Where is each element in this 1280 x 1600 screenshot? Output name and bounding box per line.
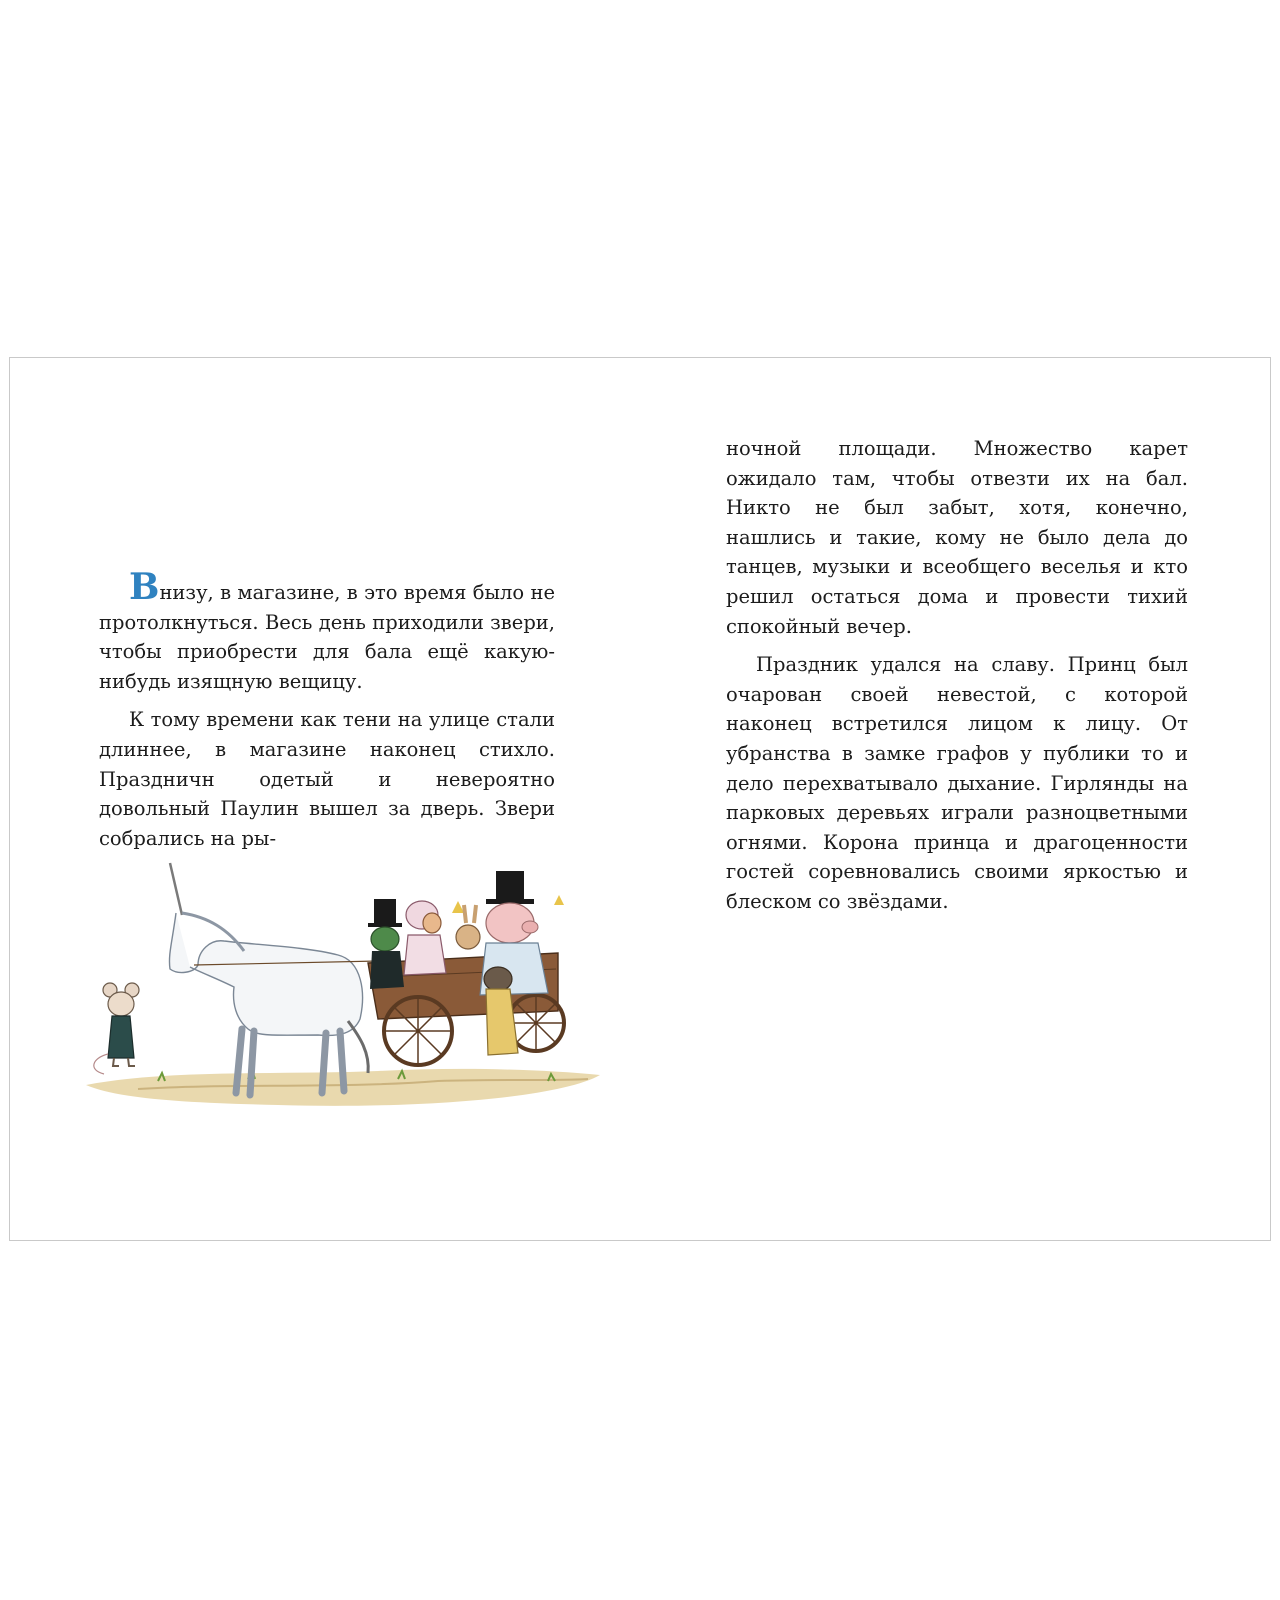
drop-cap: В xyxy=(129,566,160,608)
mouse xyxy=(94,983,139,1074)
unicorn-carriage-illustration xyxy=(78,843,608,1118)
rabbit-with-crown xyxy=(452,901,480,949)
paragraph-2: К тому времени как тени на улице стали длиннее, в магазине наконец стихло. Праздничн одетый и невероятно довольный Паулин вышел за дверь. Звери собрались на ры- xyxy=(99,708,555,850)
book-spread xyxy=(9,357,1271,1241)
left-page-text xyxy=(99,566,555,853)
dog-in-bonnet xyxy=(404,901,446,975)
paragraph-3: ночной площади. Множество карет ожидало там, чтобы отвезти их на бал. Никто не был забыт, хотя, конечно, нашлись и такие, кому не было дела до танцев, музыки и всеобщего веселья и кто решил остаться дома и провести тихий спокойный вечер. xyxy=(726,437,1188,638)
frog-with-top-hat xyxy=(368,899,404,989)
unicorn xyxy=(169,863,378,1095)
paragraph-4: Праздник удался на славу. Принц был очарован своей невестой, с которой наконец встретился лицом к лицу. От убранства в замке графов у публики то и дело перехватывало дыхание. Гирлянды на парковых деревьях играли разноцветными огнями. Корона принца и драгоценности гостей соревновались своими яркостью и блеском со звёздами. xyxy=(726,653,1188,913)
paragraph-1 xyxy=(99,566,555,696)
right-page-text xyxy=(726,434,1188,917)
paragraph-1-text: низу, в магазине, в это время было не протолкнуться. Весь день приходили звери, чтобы приобрести для бала ещё какую-нибудь изящную вещицу. xyxy=(99,581,555,693)
